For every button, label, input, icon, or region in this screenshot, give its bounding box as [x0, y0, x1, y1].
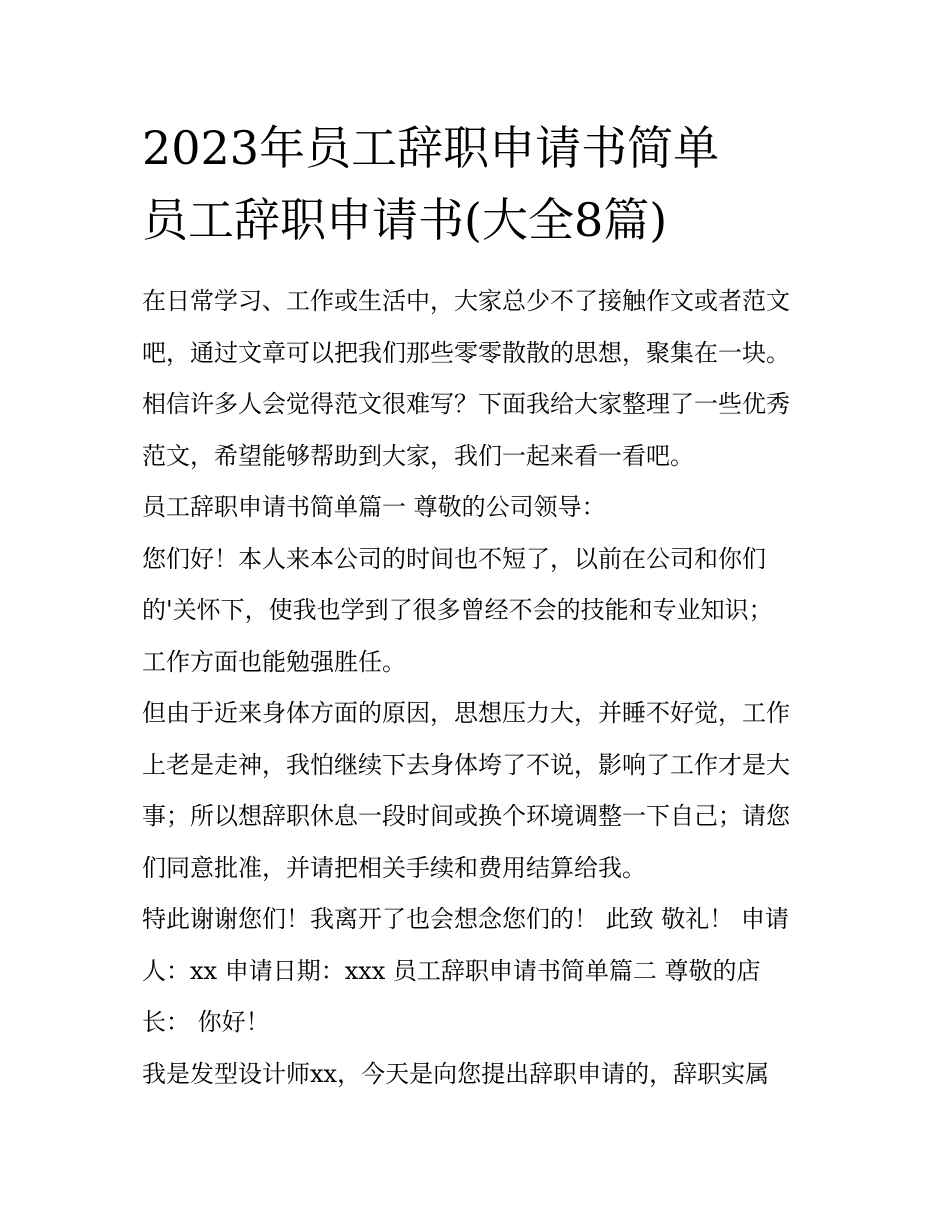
- body-line: 们同意批准，并请把相关手续和费用结算给我。: [142, 853, 646, 882]
- title-line-1: 2023年员工辞职申请书简单: [142, 121, 720, 175]
- body-line: 长： 你好！: [142, 1008, 270, 1036]
- body-line: 事；所以想辞职休息一段时间或换个环境调整一下自己；请您: [142, 802, 790, 830]
- body-line: 吧，通过文章可以把我们那些零零散散的思想，聚集在一块。: [142, 338, 790, 367]
- body-line: 工作方面也能勉强胜任。: [142, 647, 406, 676]
- body-line: 范文，希望能够帮助到大家，我们一起来看一看吧。: [142, 441, 694, 470]
- body-line: 人：xx 申请日期：xxx 员工辞职申请书简单篇二 尊敬的店: [142, 956, 761, 985]
- body-line: 您们好！本人来本公司的时间也不短了，以前在公司和你们: [142, 544, 766, 573]
- body-line: 但由于近来身体方面的原因，思想压力大，并睡不好觉，工作: [142, 699, 790, 727]
- section-heading-line: 员工辞职申请书简单篇一 尊敬的公司领导：: [142, 493, 606, 521]
- document-body: [142, 276, 822, 1100]
- body-line: 我是发型设计师xx，今天是向您提出辞职申请的，辞职实属: [142, 1059, 770, 1088]
- document-title: [142, 112, 842, 256]
- body-line: 在日常学习、工作或生活中，大家总少不了接触作文或者范文: [142, 287, 790, 315]
- body-line: 的'关怀下，使我也学到了很多曾经不会的技能和专业知识；: [142, 596, 773, 624]
- title-line-2: 员工辞职申请书(大全8篇): [142, 193, 668, 247]
- body-line: 相信许多人会觉得范文很难写？下面我给大家整理了一些优秀: [142, 390, 790, 418]
- body-line: 上老是走神，我怕继续下去身体垮了不说，影响了工作才是大: [142, 750, 790, 779]
- body-line: 特此谢谢您们！我离开了也会想念您们的！ 此致 敬礼！ 申请: [142, 905, 789, 933]
